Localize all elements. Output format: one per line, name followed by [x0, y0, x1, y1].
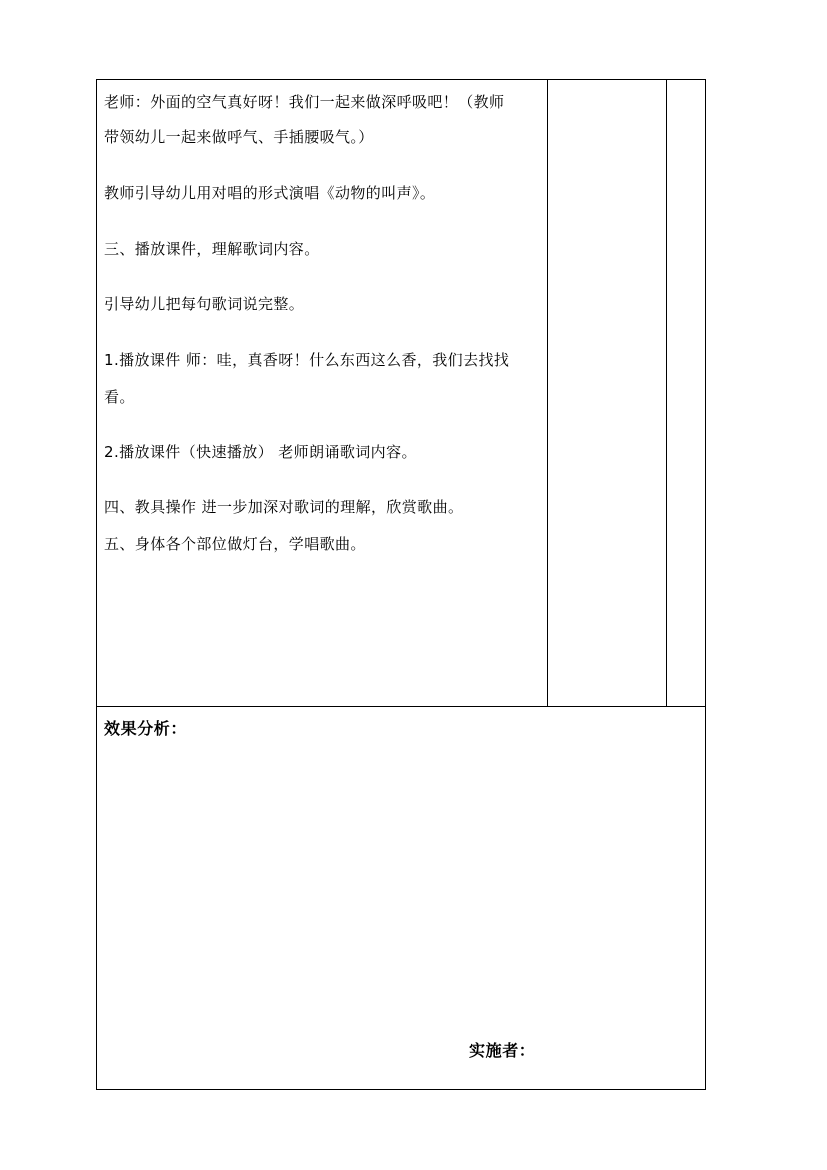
process-paragraph-1-line-2: 带领幼儿一起来做呼气、手插腰吸气。）: [104, 128, 374, 146]
process-paragraph-4: 引导幼儿把每句歌词说完整。: [104, 295, 305, 313]
effect-analysis-label: 效果分析：: [104, 719, 188, 738]
process-paragraph-7: 四、教具操作 进一步加深对歌词的理解，欣赏歌曲。: [104, 498, 464, 516]
table-bottom-border: [96, 1089, 706, 1090]
column-divider-1: [547, 79, 548, 707]
process-paragraph-1-line-1: 老师：外面的空气真好呀！我们一起来做深呼吸吧！（教师: [104, 93, 505, 111]
column-divider-2: [666, 79, 667, 707]
process-paragraph-5-line-2: 看。: [104, 388, 135, 406]
implementer-label: 实施者：: [469, 1041, 536, 1060]
process-paragraph-5-line-1: 1.播放课件 师：哇，真香呀！什么东西这么香，我们去找找: [104, 351, 510, 369]
row-divider: [96, 706, 706, 707]
process-paragraph-3: 三、播放课件，理解歌词内容。: [104, 240, 320, 258]
table-left-border: [96, 79, 97, 1090]
process-paragraph-6: 2.播放课件（快速播放） 老师朗诵歌词内容。: [104, 443, 417, 461]
process-paragraph-2: 教师引导幼儿用对唱的形式演唱《动物的叫声》。: [104, 184, 436, 202]
process-paragraph-8: 五、身体各个部位做灯台，学唱歌曲。: [104, 535, 366, 553]
table-right-border: [705, 79, 706, 1090]
table-top-border: [96, 79, 706, 80]
